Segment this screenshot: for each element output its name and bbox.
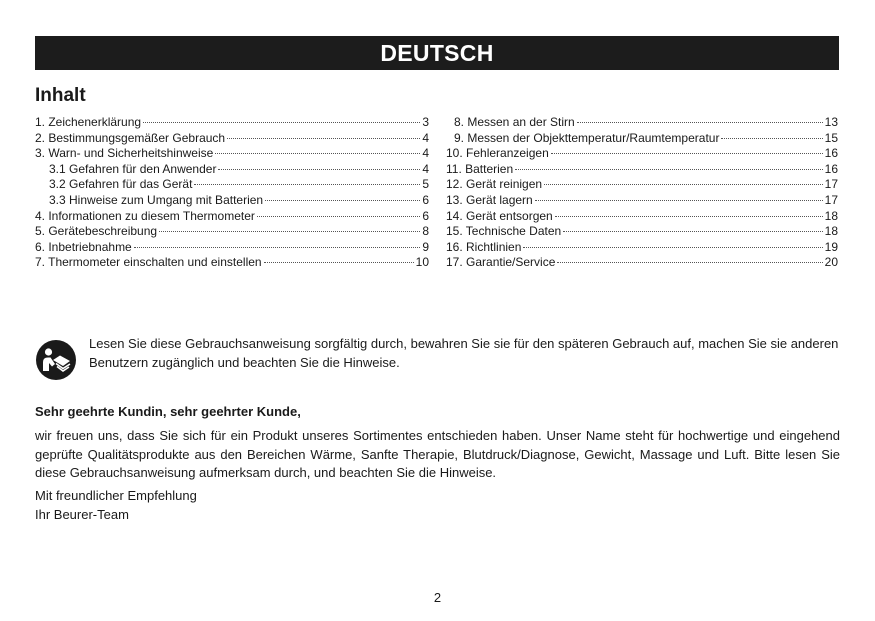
toc-entry-label: 11. Batterien <box>446 161 514 176</box>
toc-entry-page: 4 <box>422 146 429 161</box>
toc-entry-label: 12. Gerät reinigen <box>446 177 543 192</box>
toc-entry <box>446 255 838 271</box>
toc-entry <box>35 162 429 178</box>
intro-paragraph: wir freuen uns, dass Sie sich für ein Produkt unseres Sortimentes entschieden haben. Unser Name steht für hochwertige und eingehend geprüfte Qualitätsprodukte aus den Bereichen Wärme, Sanfte Therapie, Blutdruck/Diagnose, Gewicht, Massage und Luft. Bitte lesen Sie diese Gebrauchsanweisung aufmerksam durch, und beachten Sie die Hinweise. <box>35 428 840 480</box>
toc-leader-dots <box>227 138 420 139</box>
toc-leader-dots <box>544 184 823 185</box>
toc-entry <box>35 209 429 225</box>
toc-leader-dots <box>557 262 822 263</box>
toc-leader-dots <box>535 200 823 201</box>
language-title: DEUTSCH <box>380 40 494 66</box>
salutation: Sehr geehrte Kundin, sehr geehrter Kunde, <box>35 404 301 419</box>
toc-entry-label: 3.1 Gefahren für den Anwender <box>49 161 217 176</box>
toc-entry-label: 17. Garantie/Service <box>446 255 556 270</box>
toc-entry-label: 3. Warn- und Sicherheitshinweise <box>35 146 214 161</box>
contents-heading: Inhalt <box>35 85 86 106</box>
toc-entry-label: 15. Technische Daten <box>446 224 562 239</box>
toc-entry-label: 14. Gerät entsorgen <box>446 208 553 223</box>
closing-line: Mit freundlicher Empfehlung <box>35 488 197 503</box>
toc-entry-label: 2. Bestimmungsgemäßer Gebrauch <box>35 130 226 145</box>
toc-entry <box>446 240 838 256</box>
toc-entry-page: 19 <box>824 239 838 254</box>
toc-entry <box>35 240 429 256</box>
toc-entry-page: 16 <box>824 146 838 161</box>
toc-entry-label: 4. Informationen zu diesem Thermometer <box>35 208 255 223</box>
toc-leader-dots <box>143 122 420 123</box>
toc-entry-label: 1. Zeichenerklärung <box>35 115 142 129</box>
toc-entry <box>35 146 429 162</box>
toc-entry-label: 3.3 Hinweise zum Umgang mit Batterien <box>49 192 264 207</box>
toc-entry-page: 3 <box>422 115 429 129</box>
toc-entry <box>446 177 838 193</box>
toc-entry <box>446 162 838 178</box>
toc-leader-dots <box>194 184 420 185</box>
toc-entry <box>446 224 838 240</box>
toc-entry-page: 10 <box>415 255 429 270</box>
toc-right-column <box>446 115 838 271</box>
toc-leader-dots <box>577 122 823 123</box>
toc-entry <box>446 115 838 131</box>
toc-leader-dots <box>159 231 420 232</box>
toc-leader-dots <box>215 153 420 154</box>
toc-entry <box>446 146 838 162</box>
toc-entry-label: 8. Messen an der Stirn <box>454 115 575 129</box>
toc-entry-page: 6 <box>422 192 429 207</box>
toc-entry <box>446 131 838 147</box>
toc-leader-dots <box>721 138 822 139</box>
toc-entry-page: 17 <box>824 192 838 207</box>
toc-leader-dots <box>555 216 823 217</box>
toc-leader-dots <box>264 262 414 263</box>
toc-leader-dots <box>551 153 823 154</box>
toc-entry-page: 5 <box>422 177 429 192</box>
toc-entry-page: 9 <box>422 239 429 254</box>
toc-leader-dots <box>265 200 420 201</box>
toc-left-column <box>35 115 429 271</box>
closing <box>35 487 197 524</box>
notice-text: Lesen Sie diese Gebrauchsanweisung sorgfältig durch, bewahren Sie sie für den späteren Gebrauch auf, machen Sie sie anderen Benutzern zugänglich und beachten Sie die Hinweise. <box>89 336 839 370</box>
page-number: 2 <box>433 590 442 605</box>
toc-entry <box>35 115 429 131</box>
toc-entry-page: 8 <box>422 224 429 239</box>
toc-entry <box>35 224 429 240</box>
toc-entry-page: 20 <box>824 255 838 270</box>
toc-leader-dots <box>257 216 420 217</box>
toc-entry-label: 9. Messen der Objekttemperatur/Raumtemperatur <box>454 130 720 145</box>
toc-entry-label: 7. Thermometer einschalten und einstellen <box>35 255 262 270</box>
toc-entry-page: 15 <box>824 130 838 145</box>
toc-entry-page: 18 <box>824 208 838 223</box>
toc-entry-label: 16. Richtlinien <box>446 239 522 254</box>
toc-entry-page: 4 <box>422 161 429 176</box>
read-manual-icon <box>36 340 76 380</box>
toc-entry <box>446 193 838 209</box>
language-banner <box>35 36 839 70</box>
toc-entry-label: 5. Gerätebeschreibung <box>35 224 158 239</box>
toc-entry <box>446 209 838 225</box>
toc-entry <box>35 177 429 193</box>
toc-entry-label: 3.2 Gefahren für das Gerät <box>49 177 193 192</box>
signature-line: Ihr Beurer-Team <box>35 506 129 522</box>
toc-entry <box>35 193 429 209</box>
toc-leader-dots <box>523 247 822 248</box>
toc-entry-label: 6. Inbetriebnahme <box>35 239 132 254</box>
toc-entry <box>35 131 429 147</box>
toc-entry-page: 6 <box>422 208 429 223</box>
toc-entry-page: 17 <box>824 177 838 192</box>
toc-leader-dots <box>134 247 421 248</box>
toc-leader-dots <box>515 169 822 170</box>
toc-entry <box>35 255 429 271</box>
toc-leader-dots <box>218 169 420 170</box>
toc-leader-dots <box>563 231 822 232</box>
toc-entry-label: 13. Gerät lagern <box>446 192 533 207</box>
toc-entry-page: 18 <box>824 224 838 239</box>
toc-entry-page: 13 <box>824 115 838 129</box>
toc-entry-label: 10. Fehleranzeigen <box>446 146 549 161</box>
toc-entry-page: 4 <box>422 130 429 145</box>
toc-entry-page: 16 <box>824 161 838 176</box>
